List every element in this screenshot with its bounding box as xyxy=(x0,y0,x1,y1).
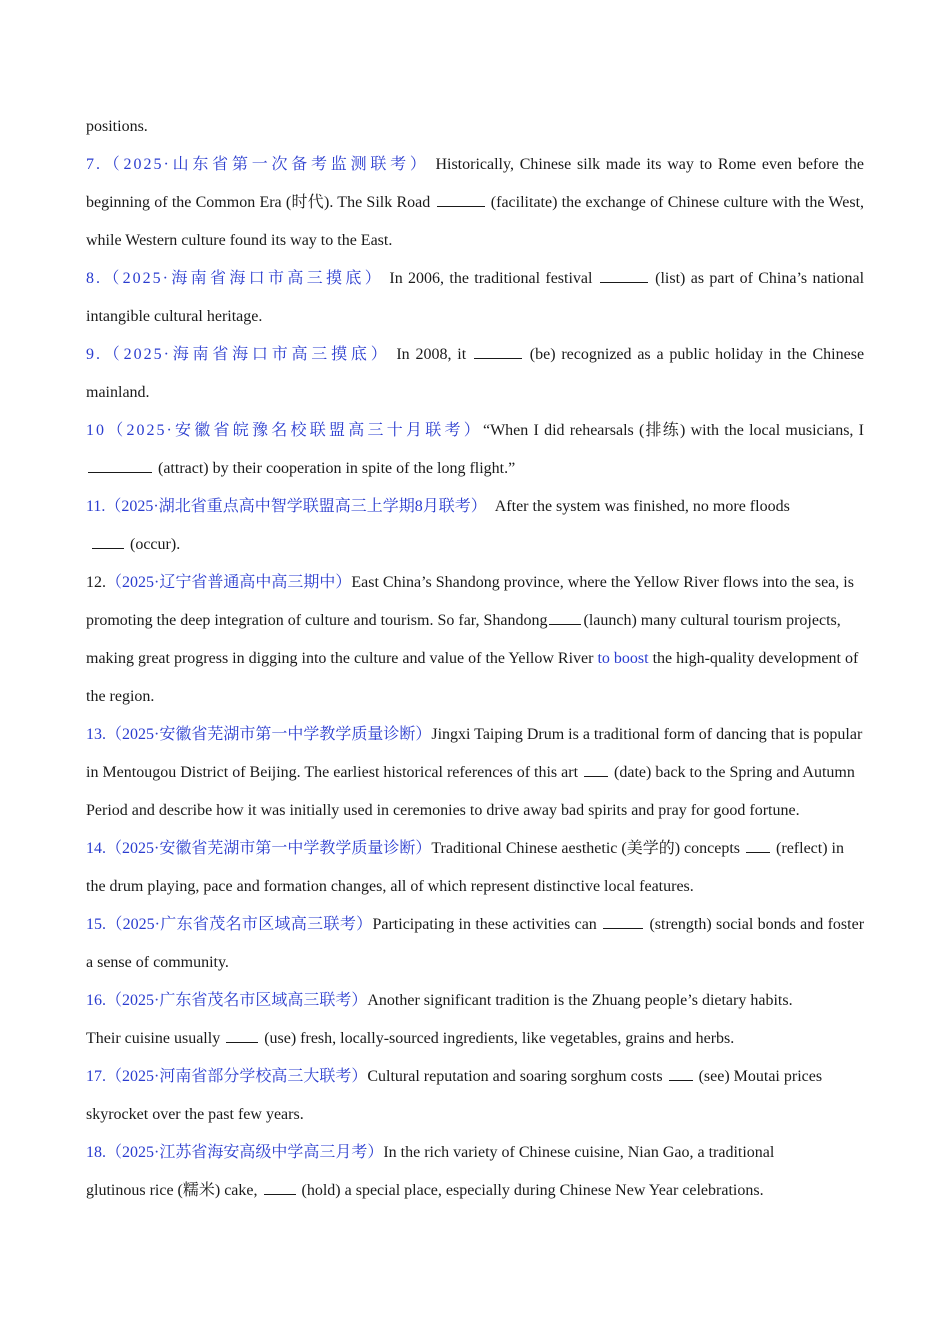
answer-blank[interactable] xyxy=(92,534,124,549)
item-source: 16.（2025·广东省茂名市区域高三联考） xyxy=(86,992,368,1009)
item-source: 18.（2025·江苏省海安高级中学高三月考） xyxy=(86,1144,384,1161)
exercise-item-14 xyxy=(86,830,864,906)
exercise-item-8 xyxy=(86,260,864,336)
item-text-line2: glutinous rice (糯米) cake, xyxy=(86,1182,258,1199)
exercise-item-9 xyxy=(86,336,864,412)
item-text-end: the high-quality development of the region. xyxy=(86,650,859,705)
item-hint: (see) Moutai prices skyrocket over the past few years. xyxy=(86,1068,823,1123)
item-hint: (reflect) in the drum playing, pace and formation changes, all of which represent distinctive local features. xyxy=(86,840,844,895)
item-text: Jingxi Taiping Drum is a traditional form of dancing that is popular in Mentougou District of Beijing. The earliest historical references of this art xyxy=(86,726,863,781)
item-text: Another significant tradition is the Zhuang people’s dietary habits. xyxy=(367,992,793,1009)
item-hint: (facilitate) the exchange of Chinese culture with the West, while Western culture found its way to the East. xyxy=(86,194,865,249)
item-hint: (be) recognized as a public holiday in the Chinese mainland. xyxy=(86,346,865,401)
exercise-item-17 xyxy=(86,1058,864,1134)
item-hint: (use) fresh, locally-sourced ingredients, like vegetables, grains and herbs. xyxy=(264,1030,735,1047)
exercise-item-7 xyxy=(86,146,864,260)
answer-blank[interactable] xyxy=(474,344,522,359)
answer-blank[interactable] xyxy=(603,914,643,929)
item-text: In 2008, it xyxy=(396,346,467,363)
item-hint: (list) as part of China’s national intangible cultural heritage. xyxy=(86,270,865,325)
exercise-item-10 xyxy=(86,412,864,488)
item-text: “When I did rehearsals (排练) with the local musicians, I xyxy=(482,422,864,439)
item-source: 9.（2025·海南省海口市高三摸底） xyxy=(86,346,391,363)
item-text: In 2006, the traditional festival xyxy=(389,270,593,287)
item-text: Historically, Chinese silk made its way to Rome even before the beginning of the Common Era (时代). The Silk Road xyxy=(86,156,864,211)
item-source: 13.（2025·安徽省芜湖市第一中学教学质量诊断） xyxy=(86,726,432,743)
exercise-item-18 xyxy=(86,1134,864,1210)
exercise-list xyxy=(86,108,864,1210)
item-number: 12. xyxy=(86,574,106,591)
answer-blank[interactable] xyxy=(669,1066,693,1081)
item-hint: (hold) a special place, especially during Chinese New Year celebrations. xyxy=(301,1182,764,1199)
answer-blank[interactable] xyxy=(584,762,608,777)
item-source: 8.（2025·海南省海口市高三摸底） xyxy=(86,270,385,287)
item-text: Cultural reputation and soaring sorghum costs xyxy=(367,1068,663,1085)
answer-blank[interactable] xyxy=(600,268,648,283)
answer-blank[interactable] xyxy=(226,1028,258,1043)
item-text-line2: Their cuisine usually xyxy=(86,1030,221,1047)
answer-blank[interactable] xyxy=(549,610,581,625)
item-source: 7.（2025·山东省第一次备考监测联考） xyxy=(86,156,430,173)
item-text: Participating in these activities can xyxy=(372,916,597,933)
item-hint: (launch) many cultural tourism projects, making great progress in digging into the culture and value of the Yellow River xyxy=(86,612,841,667)
item-source: 14.（2025·安徽省芜湖市第一中学教学质量诊断） xyxy=(86,840,432,857)
exercise-item-16 xyxy=(86,982,864,1058)
exercise-item-11 xyxy=(86,488,864,564)
item-hint: (date) back to the Spring and Autumn Period and describe how it was initially used in ceremonies to drive away bad spirits and pray for good fortune. xyxy=(86,764,855,819)
previous-item-tail: positions. xyxy=(86,118,148,135)
answer-blank[interactable] xyxy=(88,458,152,473)
item-source: 17.（2025·河南省部分学校高三大联考） xyxy=(86,1068,368,1085)
item-text: After the system was finished, no more floods xyxy=(494,498,790,515)
item-text: East China’s Shandong province, where the Yellow River flows into the sea, is promoting the deep integration of culture and tourism. So far, Shandong xyxy=(86,574,854,629)
answer-blank[interactable] xyxy=(746,838,770,853)
highlighted-phrase: to boost xyxy=(597,650,649,667)
item-hint: (occur). xyxy=(130,536,181,553)
item-hint: (strength) social bonds and foster a sense of community. xyxy=(86,916,865,971)
answer-blank[interactable] xyxy=(437,192,485,207)
item-text: Traditional Chinese aesthetic (美学的) concepts xyxy=(431,840,741,857)
item-source: 11.（2025·湖北省重点高中智学联盟高三上学期8月联考） xyxy=(86,498,487,515)
exercise-item-13 xyxy=(86,716,864,830)
answer-blank[interactable] xyxy=(264,1180,296,1195)
item-text: In the rich variety of Chinese cuisine, Nian Gao, a traditional xyxy=(383,1144,775,1161)
item-hint: (attract) by their cooperation in spite of the long flight.” xyxy=(158,460,516,477)
item-source: 10（2025·安徽省皖豫名校联盟高三十月联考） xyxy=(86,422,483,439)
exercise-item-12 xyxy=(86,564,864,716)
exercise-item-15 xyxy=(86,906,864,982)
item-source: 15.（2025·广东省茂名市区域高三联考） xyxy=(86,916,373,933)
item-source: （2025·辽宁省普通高中高三期中） xyxy=(106,574,352,591)
